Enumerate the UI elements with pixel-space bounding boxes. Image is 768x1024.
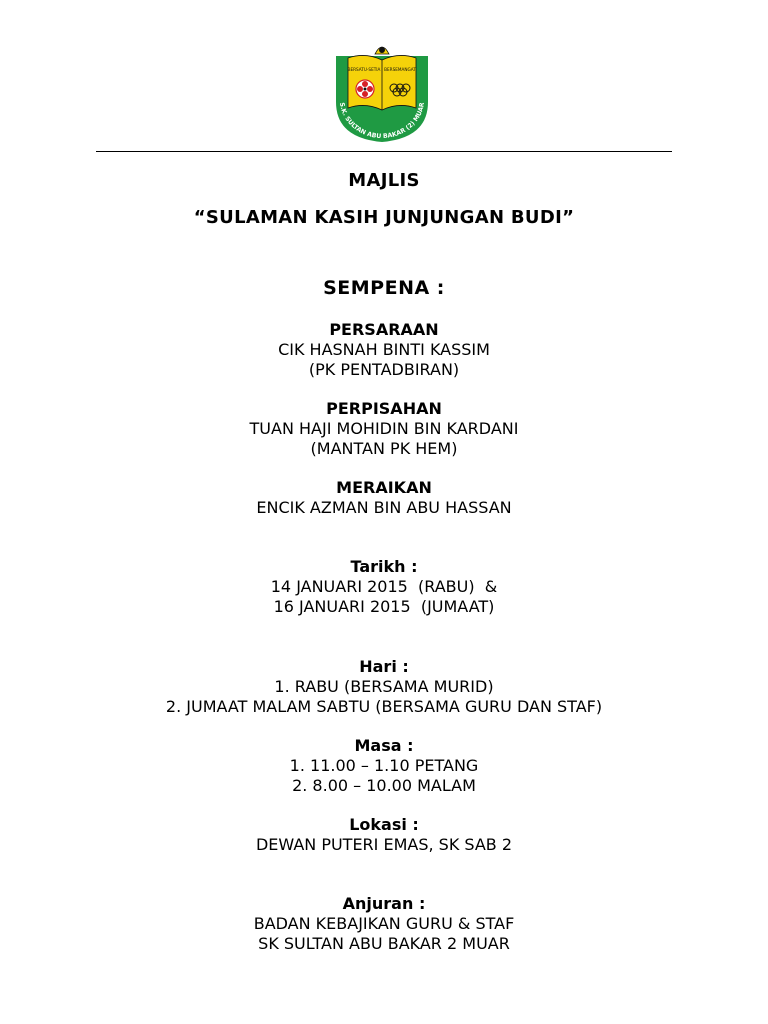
masa-item-2: 2. 8.00 – 10.00 MALAM [292, 776, 476, 795]
tarikh-heading: Tarikh : [350, 557, 418, 576]
header-divider [96, 151, 672, 152]
masa-item-1: 1. 11.00 – 1.10 PETANG [289, 756, 479, 775]
perpisahan-heading: PERPISAHAN [326, 399, 442, 418]
hari-heading: Hari : [359, 657, 409, 676]
tarikh-date-1: 14 JANUARI 2015 (RABU) & [270, 577, 498, 596]
persaraan-role: (PK PENTADBIRAN) [308, 360, 460, 379]
anjuran-school: SK SULTAN ABU BAKAR 2 MUAR [258, 934, 510, 953]
hari-item-2: 2. JUMAAT MALAM SABTU (BERSAMA GURU DAN STAF) [165, 697, 603, 716]
crest-motto-right: BERSEMANGAT [384, 67, 416, 72]
lokasi-place: DEWAN PUTERI EMAS, SK SAB 2 [255, 835, 513, 854]
anjuran-organizer: BADAN KEBAJIKAN GURU & STAF [253, 914, 515, 933]
crest-motto-left: BERSATU-SETIA [347, 67, 381, 72]
meraikan-name: ENCIK AZMAN BIN ABU HASSAN [256, 498, 512, 517]
lokasi-heading: Lokasi : [349, 815, 419, 834]
school-crest-logo [330, 42, 434, 144]
event-title: “SULAMAN KASIH JUNJUNGAN BUDI” [193, 207, 575, 228]
perpisahan-role: (MANTAN PK HEM) [310, 439, 458, 458]
masa-heading: Masa : [354, 736, 414, 755]
meraikan-heading: MERAIKAN [336, 478, 432, 497]
persaraan-name: CIK HASNAH BINTI KASSIM [278, 340, 490, 359]
tarikh-date-2: 16 JANUARI 2015 (JUMAAT) [273, 597, 495, 616]
anjuran-heading: Anjuran : [342, 894, 426, 913]
hari-item-1: 1. RABU (BERSAMA MURID) [274, 677, 494, 696]
perpisahan-name: TUAN HAJI MOHIDIN BIN KARDANI [249, 419, 519, 438]
persaraan-heading: PERSARAAN [329, 320, 439, 339]
sempena-heading: SEMPENA : [323, 277, 445, 299]
crest-ring-text: S.K. SULTAN ABU BAKAR (2) MUAR [338, 102, 426, 141]
event-label: MAJLIS [348, 170, 420, 191]
